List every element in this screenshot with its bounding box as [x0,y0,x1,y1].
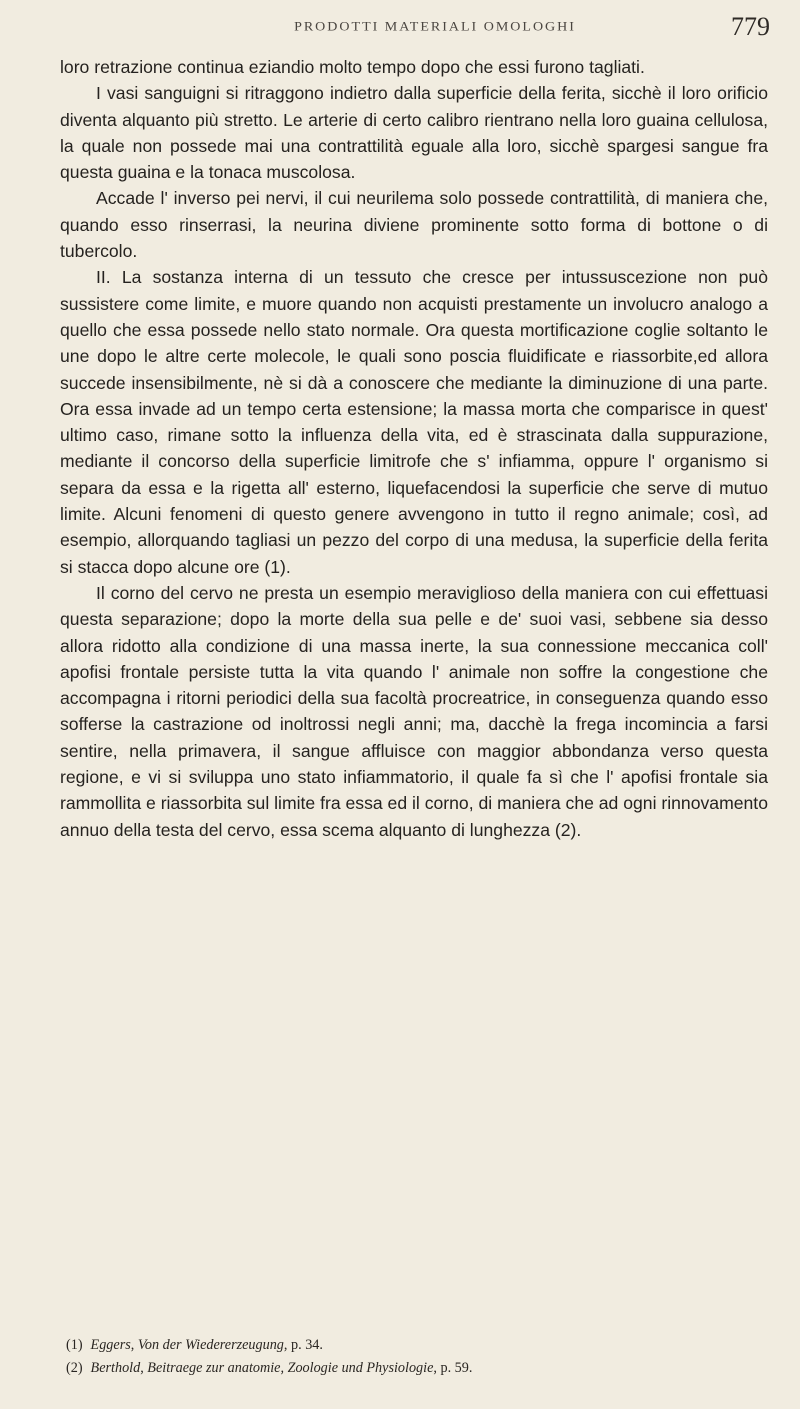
paragraph: I vasi sanguigni si ritraggono indietro dalla superficie della ferita, sicchè il loro orificio diventa alquanto più stretto. Le arterie di certo calibro rientrano nella loro guaina cellulosa, la quale non possede mai una contrattilità eguale alla loro, sicchè spargesi sangue fra questa guaina e la tonaca muscolosa. [60,83,768,183]
footnote-title: Beitraege zur anatomie, Zoologie und Physiologie [147,1360,434,1376]
footnotes [66,1334,766,1380]
body-text [60,54,768,843]
footnote-separator: , [433,1360,441,1376]
footnote-separator: , [140,1360,148,1376]
footnote-page: p. 59. [440,1360,473,1376]
page-number: 779 [731,12,770,41]
paragraph: Il corno del cervo ne presta un esempio meraviglioso della maniera con cui effettuasi questa separazione; dopo la morte della sua pelle e de' suoi vasi, sebbene sia desso allora ridotto alla condizione di una massa inerte, la sua connessione meccanica coll' apofisi frontale persiste tutta la vita quando l' animale non soffre la congestione che accompagna i ritorni periodici della sua facoltà procreatrice, in conseguenza quando esso sofferse la castrazione od inoltrossi negli anni; ma, dacchè la frega incomincia a farsi sentire, nella primavera, il sangue affluisce con maggior abbondanza verso questa regione, e vi si sviluppa uno stato infiammatorio, il quale fa sì che l' apofisi frontale sia rammollita e riassorbita sul limite fra essa ed il corno, di maniera che ad ogni rinnovamento annuo della testa del cervo, essa scema alquanto di lunghezza (2). [60,582,768,840]
paragraph: loro retrazione continua eziandio molto tempo dopo che essi furono tagliati. [60,57,645,77]
footnote-separator: , [283,1337,291,1353]
footnote [66,1357,766,1380]
footnote-mark: (1) [66,1337,83,1353]
paragraph: Accade l' inverso pei nervi, il cui neurilema solo possede contrattilità, di maniera che, quando esso rinserrasi, la neurina diviene prominente sotto forma di bottone o di tubercolo. [60,188,768,262]
footnote-mark: (2) [66,1360,83,1376]
page-header [60,12,770,48]
footnote-title: Von der Wiedererzeugung [137,1337,284,1353]
footnote-page: p. 34. [291,1337,323,1353]
footnote [66,1334,766,1357]
running-head: PRODOTTI MATERIALI OMOLOGHI [294,20,576,35]
footnote-separator: , [130,1337,138,1353]
footnote-author: Eggers [90,1337,131,1353]
footnote-author: Berthold [90,1360,141,1376]
paragraph: II. La sostanza interna di un tessuto che cresce per intussuscezione non può sussistere come limite, e muore quando non acquisti prestamente un involucro analogo a quello che essa possede nello stato normale. Ora questa mortificazione coglie soltanto le une dopo le altre certe molecole, le quali sono poscia fluidificate e riassorbite,ed allora succede insensibilmente, nè si dà a conoscere che mediante la diminuzione di una parte. Ora essa invade ad un tempo certa estensione; la massa morta che comparisce in quest' ultimo caso, rimane sotto la influenza della vita, ed è strascinata dalla suppurazione, mediante il concorso della superficie limitrofe che s' infiamma, oppure l' organismo si separa da essa e la rigetta all' esterno, liquefacendosi la superficie che serve di mutuo limite. Alcuni fenomeni di questo genere avvengono in tutto il regno animale; così, ad esempio, allorquando tagliasi un pezzo del corpo di una medusa, la superficie della ferita si stacca dopo alcune ore (1). [60,267,768,577]
